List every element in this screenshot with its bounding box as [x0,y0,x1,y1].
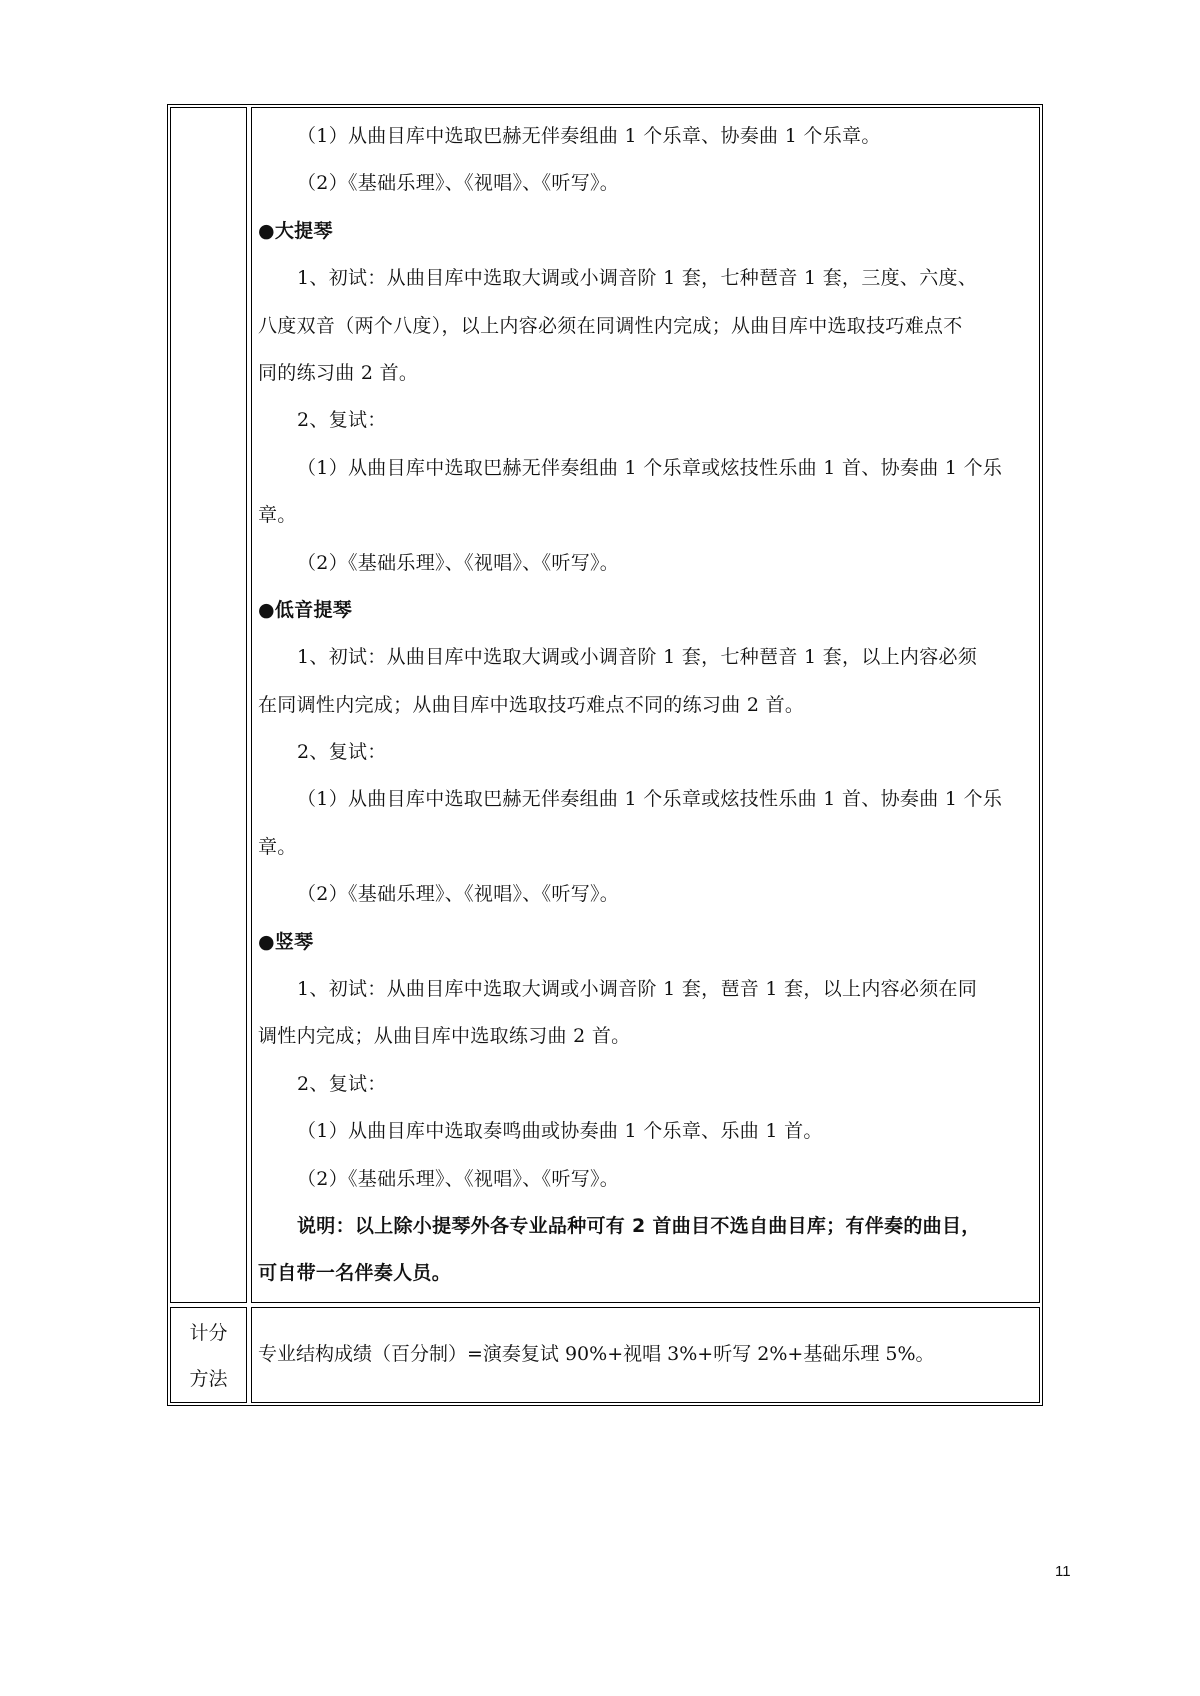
table-row-requirements [168,105,1042,1305]
text-line: （2）《基础乐理》、《视唱》、《听写》。 [297,551,620,574]
text-line: 1、初试：从曲目库中选取大调或小调音阶 1 套，七种琶音 1 套，以上内容必须 [297,646,978,669]
text-line: （1）从曲目库中选取巴赫无伴奏组曲 1 个乐章或炫技性乐曲 1 首、协奏曲 1 个乐 [297,456,1003,479]
scoring-label [171,1308,246,1402]
scoring-label-cell [170,1307,247,1403]
note-line: 说明：以上除小提琴外各专业品种可有 2 首曲目不选自曲目库；有伴奏的曲目， [297,1214,981,1237]
text-line: （1）从曲目库中选取巴赫无伴奏组曲 1 个乐章、协奏曲 1 个乐章。 [297,125,881,147]
text-line: 2、复试： [297,409,387,432]
text-line: 1、初试：从曲目库中选取大调或小调音阶 1 套，七种琶音 1 套，三度、六度、 [297,267,978,290]
section-heading: ●竖琴 [258,930,314,953]
text-line: （2）《基础乐理》、《视唱》、《听写》。 [297,883,620,906]
scoring-label-line-2: 方法 [189,1368,228,1390]
requirements-content-cell [251,107,1040,1303]
section-heading: ●大提琴 [258,219,333,242]
requirements-table [167,104,1043,1406]
requirements-text [252,108,1039,1298]
scoring-formula: 专业结构成绩（百分制）=演奏复试 90%+视唱 3%+听写 2%+基础乐理 5%。 [258,1343,935,1365]
text-line: （2）《基础乐理》、《视唱》、《听写》。 [297,172,620,195]
text-line: （1）从曲目库中选取巴赫无伴奏组曲 1 个乐章或炫技性乐曲 1 首、协奏曲 1 个乐 [297,788,1003,811]
page-number: 11 [1055,1563,1071,1580]
text-line: 1、初试：从曲目库中选取大调或小调音阶 1 套，琶音 1 套，以上内容必须在同 [297,978,978,1001]
table-row-scoring [168,1305,1042,1405]
text-line: 八度双音（两个八度），以上内容必须在同调性内完成；从曲目库中选取技巧难点不 [258,314,963,337]
scoring-content-cell [251,1307,1040,1403]
text-line: 2、复试： [297,1072,387,1095]
note-line: 可自带一名伴奏人员。 [258,1262,452,1285]
text-line: 2、复试： [297,741,387,764]
empty-label-cell [170,107,247,1303]
text-line: 在同调性内完成；从曲目库中选取技巧难点不同的练习曲 2 首。 [258,693,805,716]
text-line: （2）《基础乐理》、《视唱》、《听写》。 [297,1167,620,1190]
text-line: 调性内完成；从曲目库中选取练习曲 2 首。 [258,1025,631,1048]
text-line: 同的练习曲 2 首。 [258,361,419,384]
text-line: 章。 [258,504,297,527]
scoring-label-line-1: 计分 [189,1322,228,1344]
text-line: （1）从曲目库中选取奏鸣曲或协奏曲 1 个乐章、乐曲 1 首。 [297,1120,823,1143]
text-line: 章。 [258,835,297,858]
section-heading: ●低音提琴 [258,598,353,621]
